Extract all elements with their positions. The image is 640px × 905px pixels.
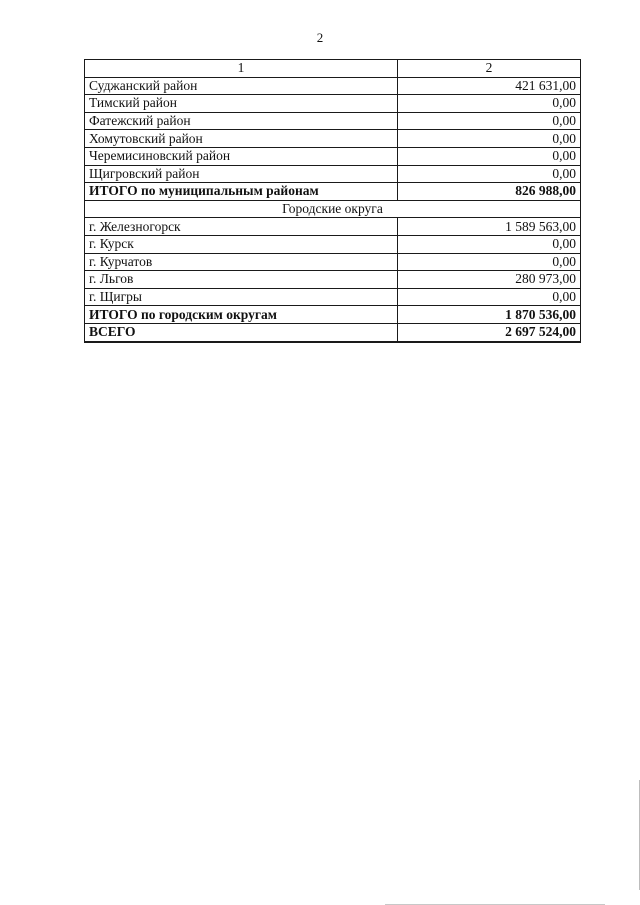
- city-name: г. Курск: [85, 235, 398, 253]
- city-amount: 0,00: [398, 253, 581, 271]
- table-row: [85, 235, 581, 253]
- column-header-1: 1: [85, 60, 398, 78]
- table-header-row: [85, 60, 581, 78]
- grand-total-row: [85, 323, 581, 341]
- district-name: Черемисиновский район: [85, 147, 398, 165]
- district-name: Суджанский район: [85, 77, 398, 95]
- table-row: [85, 271, 581, 289]
- city-total-amount: 1 870 536,00: [398, 306, 581, 324]
- district-amount: 0,00: [398, 95, 581, 113]
- grand-total-amount: 2 697 524,00: [398, 323, 581, 341]
- table-row: [85, 218, 581, 236]
- district-name: Хомутовский район: [85, 130, 398, 148]
- table-row: [85, 130, 581, 148]
- page-number: 2: [316, 30, 324, 45]
- municipal-total-row: [85, 183, 581, 201]
- section-header-row: [85, 200, 581, 218]
- municipal-total-label: ИТОГО по муниципальным районам: [85, 183, 398, 201]
- city-amount: 0,00: [398, 288, 581, 306]
- district-amount: 0,00: [398, 165, 581, 183]
- city-amount: 0,00: [398, 235, 581, 253]
- city-total-row: [85, 306, 581, 324]
- table-row: [85, 288, 581, 306]
- district-amount: 0,00: [398, 112, 581, 130]
- city-name: г. Щигры: [85, 288, 398, 306]
- city-name: г. Курчатов: [85, 253, 398, 271]
- district-name: Тимский район: [85, 95, 398, 113]
- city-name: г. Льгов: [85, 271, 398, 289]
- allocation-table: [84, 59, 581, 343]
- section-title: Городские округа: [85, 200, 581, 218]
- table-row: [85, 112, 581, 130]
- table-row: [85, 253, 581, 271]
- table-row: [85, 95, 581, 113]
- district-name: Щигровский район: [85, 165, 398, 183]
- municipal-total-amount: 826 988,00: [398, 183, 581, 201]
- district-name: Фатежский район: [85, 112, 398, 130]
- table-row: [85, 77, 581, 95]
- table-row: [85, 165, 581, 183]
- city-amount: 280 973,00: [398, 271, 581, 289]
- grand-total-label: ВСЕГО: [85, 323, 398, 341]
- table-row: [85, 147, 581, 165]
- district-amount: 421 631,00: [398, 77, 581, 95]
- city-name: г. Железногорск: [85, 218, 398, 236]
- district-amount: 0,00: [398, 130, 581, 148]
- district-amount: 0,00: [398, 147, 581, 165]
- city-amount: 1 589 563,00: [398, 218, 581, 236]
- column-header-2: 2: [398, 60, 581, 78]
- city-total-label: ИТОГО по городским округам: [85, 306, 398, 324]
